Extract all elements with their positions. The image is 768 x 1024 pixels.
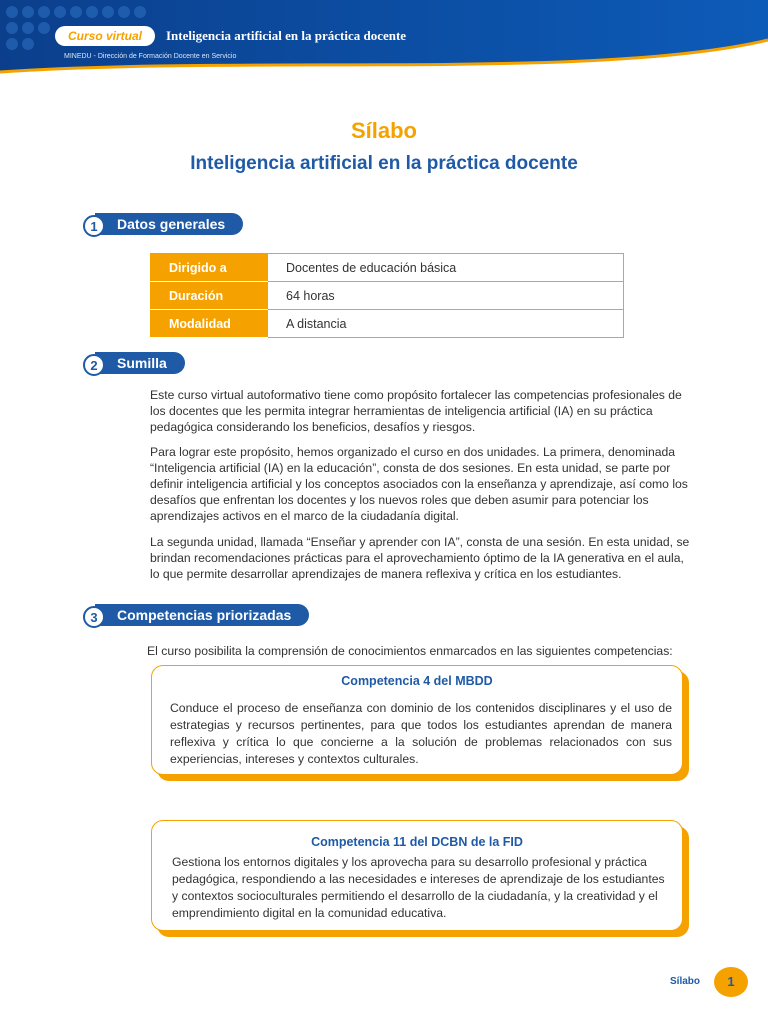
competency-box	[151, 665, 683, 775]
section-number: 2	[83, 354, 105, 376]
section-title: Datos generales	[95, 213, 243, 235]
row-value: A distancia	[268, 310, 624, 338]
header-banner	[0, 0, 768, 80]
row-value: Docentes de educación básica	[268, 254, 624, 282]
competency-title: Competencia 11 del DCBN de la FID	[311, 835, 523, 849]
table-row	[151, 310, 624, 338]
competency-text: Conduce el proceso de enseñanza con dominio de los contenidos disciplinares y el uso de estrategias y recursos pertinentes, para que todos los estudiantes aprendan de manera reflexiva y crítica lo que concierne a la solución de problemas relacionados con sus experiencias, intereses y contextos culturales.	[170, 701, 672, 766]
document-title: Sílabo	[350, 118, 417, 143]
table-row	[151, 282, 624, 310]
sumilla-paragraph: Este curso virtual autoformativo tiene como propósito fortalecer las competencias profesionales de los docentes que les permita integrar herramientas de inteligencia artificial (IA) en su práctica pedagógica considerando los beneficios, desafíos y riesgos.	[150, 388, 682, 434]
header-course-title: Inteligencia artificial en la práctica docente	[166, 28, 407, 43]
row-label: Dirigido a	[151, 254, 268, 282]
competency-box	[151, 820, 683, 931]
sumilla-paragraph: Para lograr este propósito, hemos organizado el curso en dos unidades. La primera, denominada “Inteligencia artificial (IA) en la educación”, consta de dos sesiones. En esta unidad, se parte por definir inteligencia artificial y los conceptos asociados con la enseñanza y aprendizaje, así como los desafíos que enfrentan los docentes y los nuevos roles que deben asumir para potenciar los aprendizajes activos en el marco de la ciudadanía digital.	[150, 445, 688, 523]
footer-label: Sílabo	[670, 976, 701, 987]
section-number: 3	[83, 606, 105, 628]
section-number: 1	[83, 215, 105, 237]
page-number: 1	[714, 967, 748, 997]
row-label: Modalidad	[151, 310, 268, 338]
section-title: Sumilla	[95, 352, 185, 374]
row-value: 64 horas	[268, 282, 624, 310]
document-subtitle: Inteligencia artificial en la práctica docente	[190, 153, 578, 174]
header-institution: MINEDU - Dirección de Formación Docente en Servicio	[64, 53, 237, 60]
sumilla-paragraph: La segunda unidad, llamada “Enseñar y aprender con IA”, consta de una sesión. En esta unidad, se brindan recomendaciones prácticas para el aprovechamiento óptimo de la IA generativa en el aula, lo que permite desarrollar aprendizajes de manera reflexiva y crítica en los estudiantes.	[150, 535, 690, 581]
row-label: Duración	[151, 282, 268, 310]
competencies-intro: El curso posibilita la comprensión de conocimientos enmarcados en las siguientes competencias:	[147, 644, 673, 658]
general-data-table	[150, 253, 624, 338]
table-row	[151, 254, 624, 282]
competency-text: Gestiona los entornos digitales y los aprovecha para su desarrollo profesional y práctica pedagógica, respondiendo a las necesidades e intereses de aprendizaje de los estudiantes y contextos socioculturales permitiendo el desarrollo de la ciudadanía, y la creatividad y el emprendimiento digital en la comunidad educativa.	[172, 855, 665, 920]
section-title: Competencias priorizadas	[95, 604, 309, 626]
course-type-badge: Curso virtual	[55, 26, 155, 46]
competency-title: Competencia 4 del MBDD	[341, 674, 493, 688]
